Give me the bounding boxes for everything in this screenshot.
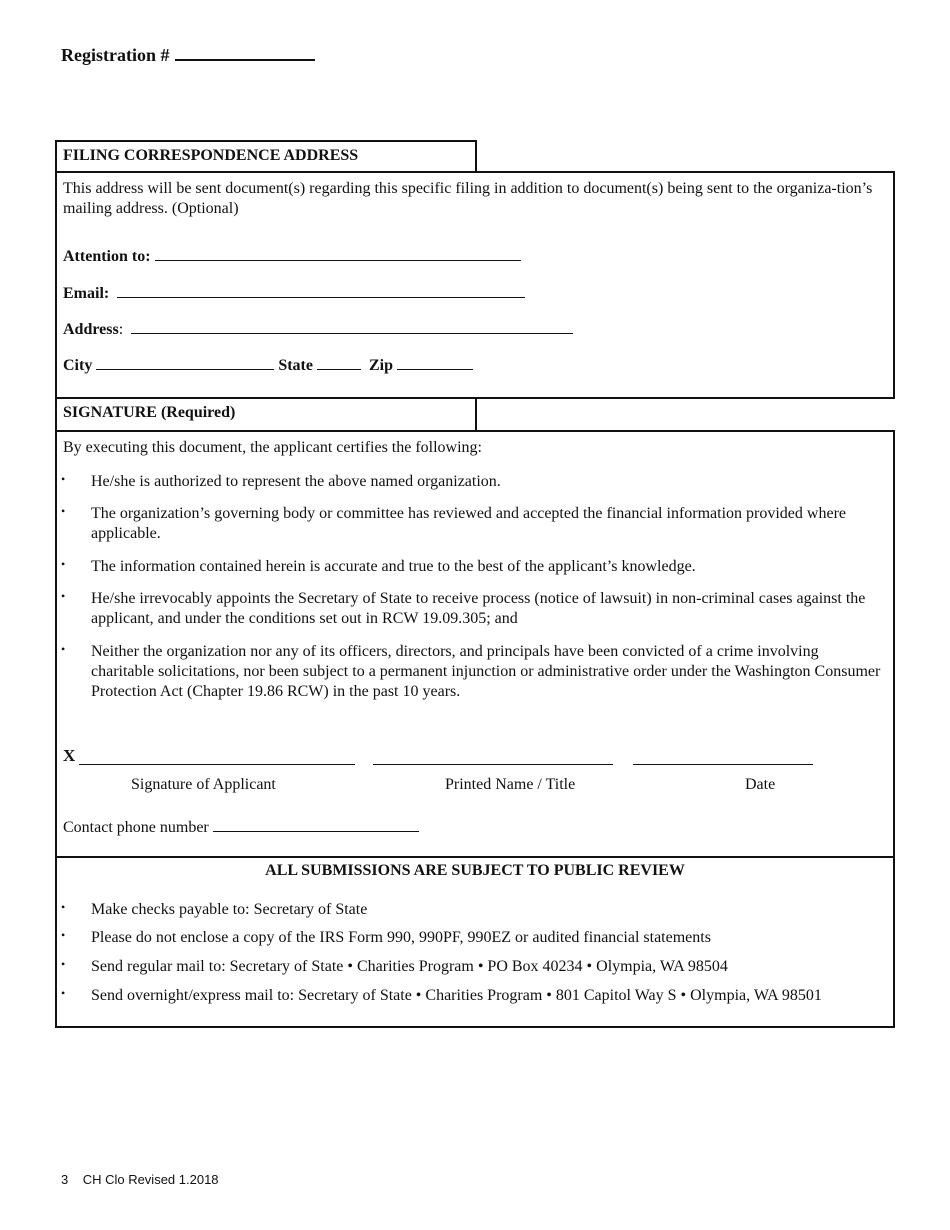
signature-section-header <box>55 397 477 431</box>
bullet-icon: • <box>61 642 66 656</box>
page-number: 3 <box>61 1172 69 1187</box>
signature-lines <box>57 750 893 770</box>
attention-label: Attention to: <box>63 248 151 265</box>
attention-field[interactable] <box>155 246 521 261</box>
date-caption: Date <box>745 776 776 793</box>
review-section: ALL SUBMISSIONS ARE SUBJECT TO PUBLIC REVIEW • Make checks payable to: Secretary of State • Please do not enclose a copy of the IRS Form 990, 990PF, 990EZ or audited financial statements • Send regular mail to: Secretary of State • Charities Program • PO Box 40234 • Olympia, WA 98504 • Send overnight/express mail to: Secretary of State • Charities Program • 801 Capitol Way S • Olympia, WA 98501 <box>55 856 895 1028</box>
date-field[interactable] <box>633 750 813 765</box>
city-state-zip-row <box>63 355 473 375</box>
state-field[interactable] <box>317 355 361 370</box>
filing-section-title: FILING CORRESPONDENCE ADDRESS <box>63 147 359 164</box>
signature-intro: By executing this document, the applicant certifies the following: <box>63 439 482 456</box>
bullet-icon: • <box>61 504 66 518</box>
signature-section-title: SIGNATURE (Required) <box>63 404 236 421</box>
printed-name-caption: Printed Name / Title <box>445 776 576 793</box>
contact-phone-field[interactable] <box>213 817 419 832</box>
signature-x-mark: X <box>63 746 76 765</box>
bullet-icon: • <box>61 900 66 914</box>
contact-phone-label: Contact phone number <box>63 819 209 836</box>
filing-intro: This address will be sent document(s) regarding this specific filing in addition to document(s) being sent to the organiza-tion’s mailing address. (Optional) <box>63 180 873 217</box>
city-label: City <box>63 357 93 374</box>
address-row <box>63 319 573 339</box>
printed-name-field[interactable] <box>373 750 613 765</box>
registration-field[interactable] <box>175 43 315 61</box>
review-title: ALL SUBMISSIONS ARE SUBJECT TO PUBLIC REVIEW <box>265 862 685 879</box>
address-label: Address <box>63 321 119 338</box>
email-field[interactable] <box>117 283 525 298</box>
city-field[interactable] <box>96 355 274 370</box>
signature-field[interactable] <box>79 750 355 765</box>
attention-row <box>63 246 521 266</box>
signature-section: By executing this document, the applicant certifies the following: • He/she is authorized to represent the above named organization. • The organization’s governing body or committee has reviewed and accepted the financial information provided where applicable. • The information contained herein is accurate and true to the best of the applicant’s knowledge. • He/she irrevocably appoints the Secretary of State to receive process (notice of lawsuit) in non-criminal cases against the applicant, and under the conditions set out in RCW 19.09.305; and • Neither the organization nor any of its officers, directors, and principals have been convicted of a crime involving charitable solicitations, nor been subject to a permanent injunction or administrative order under the Washington Consumer Protection Act (Chapter 19.86 RCW) in the past 10 years. X Signature of Applicant Printed Name / Title Date Contact phone number <box>55 430 895 858</box>
filing-section-header <box>55 140 477 173</box>
registration-number <box>61 43 315 66</box>
contact-phone-row <box>63 817 419 837</box>
filing-section <box>55 171 895 399</box>
bullet-icon: • <box>61 957 66 971</box>
bullet-icon: • <box>61 557 66 571</box>
bullet-icon: • <box>61 472 66 486</box>
zip-field[interactable] <box>397 355 473 370</box>
revision-text: CH Clo Revised 1.2018 <box>82 1172 219 1187</box>
state-label: State <box>278 357 313 374</box>
signature-caption: Signature of Applicant <box>131 776 276 793</box>
email-label: Email: <box>63 285 110 302</box>
registration-label: Registration # <box>61 45 170 65</box>
bullet-icon: • <box>61 589 66 603</box>
email-row <box>63 283 525 303</box>
address-field[interactable] <box>131 319 573 334</box>
bullet-icon: • <box>61 986 66 1000</box>
address-colon: : <box>118 321 124 338</box>
page-footer <box>61 1172 219 1187</box>
zip-label: Zip <box>368 357 393 374</box>
bullet-icon: • <box>61 928 66 942</box>
